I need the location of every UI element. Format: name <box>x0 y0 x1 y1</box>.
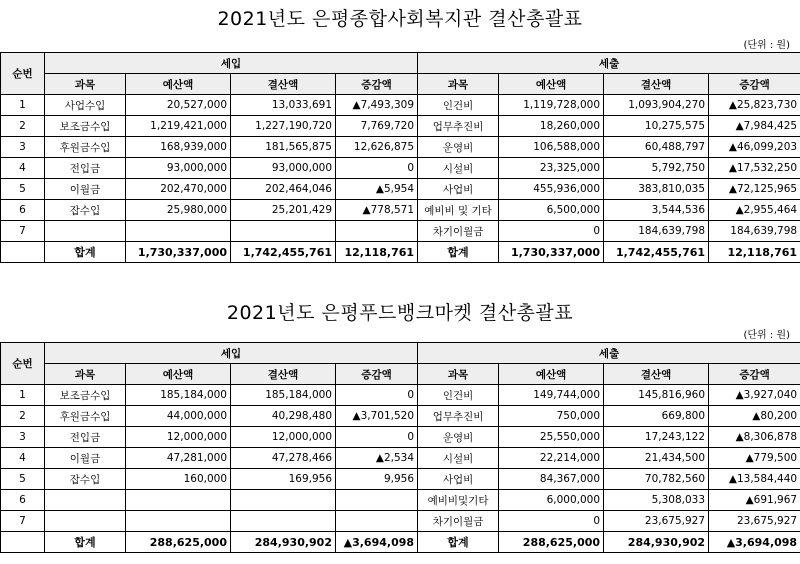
table-cell: 181,565,875 <box>231 137 336 158</box>
table-cell: 예비비 및 기타 <box>418 200 499 221</box>
total-cell: 합계 <box>418 242 499 263</box>
table-cell: 13,033,691 <box>231 95 336 116</box>
total-cell: 1,742,455,761 <box>604 242 709 263</box>
table-row <box>1 448 800 469</box>
table-cell: 202,470,000 <box>126 179 231 200</box>
table-cell: ▲779,500 <box>709 448 800 469</box>
total-cell: 284,930,902 <box>231 532 336 553</box>
table-cell: 12,626,875 <box>336 137 418 158</box>
table-cell: ▲5,954 <box>336 179 418 200</box>
total-cell: 284,930,902 <box>604 532 709 553</box>
table-cell: 93,000,000 <box>231 158 336 179</box>
table-2-title: 2021년도 은평푸드뱅크마켓 결산총괄표 <box>226 302 574 324</box>
table-cell: 168,939,000 <box>126 137 231 158</box>
table-cell: ▲3,701,520 <box>336 406 418 427</box>
table-cell: 44,000,000 <box>126 406 231 427</box>
table-cell: 1,093,904,270 <box>604 95 709 116</box>
table-cell: 750,000 <box>499 406 604 427</box>
table-cell: 보조금수입 <box>45 116 126 137</box>
table-cell: 6 <box>1 200 45 221</box>
table-cell: 시설비 <box>418 448 499 469</box>
total-row <box>1 532 800 553</box>
column-header: 증감액 <box>709 74 800 95</box>
table-cell: ▲778,571 <box>336 200 418 221</box>
table-cell: 0 <box>336 158 418 179</box>
table-row <box>1 200 800 221</box>
table-cell: 후원금수입 <box>45 137 126 158</box>
table-cell <box>336 490 418 511</box>
table-cell: 5,792,750 <box>604 158 709 179</box>
table-cell: 185,184,000 <box>231 385 336 406</box>
table-cell: 5 <box>1 469 45 490</box>
table-cell: 25,550,000 <box>499 427 604 448</box>
table-cell <box>45 511 126 532</box>
table-cell: 3 <box>1 137 45 158</box>
table-cell: 93,000,000 <box>126 158 231 179</box>
table-cell: 23,675,927 <box>604 511 709 532</box>
table-cell: 185,184,000 <box>126 385 231 406</box>
total-cell: 합계 <box>418 532 499 553</box>
table-cell: 6,500,000 <box>499 200 604 221</box>
total-cell: 288,625,000 <box>499 532 604 553</box>
table-cell: 149,744,000 <box>499 385 604 406</box>
table-cell: 잡수입 <box>45 469 126 490</box>
table-cell: 전입금 <box>45 158 126 179</box>
unit-label-1: (단위 : 원) <box>743 40 790 51</box>
income-header: 세입 <box>45 343 418 364</box>
table-cell <box>126 490 231 511</box>
table-cell: 22,214,000 <box>499 448 604 469</box>
table-cell: 보조금수입 <box>45 385 126 406</box>
total-cell: ▲3,694,098 <box>336 532 418 553</box>
table-cell: 12,000,000 <box>126 427 231 448</box>
table-cell: 40,298,480 <box>231 406 336 427</box>
table-cell: ▲8,306,878 <box>709 427 800 448</box>
column-header: 예산액 <box>499 74 604 95</box>
table-cell <box>45 221 126 242</box>
table-cell: 0 <box>499 511 604 532</box>
unit-label-2: (단위 : 원) <box>743 330 790 341</box>
column-header: 과목 <box>418 364 499 385</box>
table-cell: 시설비 <box>418 158 499 179</box>
table-cell: 1,227,190,720 <box>231 116 336 137</box>
table-cell: 169,956 <box>231 469 336 490</box>
table-cell: 2 <box>1 116 45 137</box>
table-cell: 23,675,927 <box>709 511 800 532</box>
table-cell <box>231 221 336 242</box>
table-cell: 후원금수입 <box>45 406 126 427</box>
table-cell <box>126 221 231 242</box>
table-cell: 21,434,500 <box>604 448 709 469</box>
table-cell: 사업비 <box>418 179 499 200</box>
table-cell: 1 <box>1 95 45 116</box>
table-cell: ▲13,584,440 <box>709 469 800 490</box>
table-cell: 0 <box>336 385 418 406</box>
table-row <box>1 427 800 448</box>
total-row <box>1 242 800 263</box>
table-cell: 2 <box>1 406 45 427</box>
seq-header: 순번 <box>1 343 45 385</box>
table-cell <box>336 511 418 532</box>
total-cell: 12,118,761 <box>709 242 800 263</box>
table-cell: 106,588,000 <box>499 137 604 158</box>
total-cell: 1,730,337,000 <box>126 242 231 263</box>
table-cell: 3 <box>1 427 45 448</box>
table-cell: 6 <box>1 490 45 511</box>
table-row <box>1 221 800 242</box>
table-row <box>1 158 800 179</box>
table-cell: ▲2,955,464 <box>709 200 800 221</box>
table-cell: 업무추진비 <box>418 116 499 137</box>
settlement-table-1 <box>0 52 800 263</box>
table-cell: 차기이월금 <box>418 511 499 532</box>
table-cell: 70,782,560 <box>604 469 709 490</box>
table-cell: 업무추진비 <box>418 406 499 427</box>
table-cell: 3,544,536 <box>604 200 709 221</box>
table-row <box>1 511 800 532</box>
total-cell: 12,118,761 <box>336 242 418 263</box>
seq-header: 순번 <box>1 53 45 95</box>
table-cell: 145,816,960 <box>604 385 709 406</box>
table-cell: 184,639,798 <box>604 221 709 242</box>
column-header: 예산액 <box>126 364 231 385</box>
table-cell: 10,275,575 <box>604 116 709 137</box>
expense-header: 세출 <box>418 343 800 364</box>
table-cell: 669,800 <box>604 406 709 427</box>
table-cell: 5 <box>1 179 45 200</box>
column-header: 증감액 <box>336 364 418 385</box>
table-cell: 25,201,429 <box>231 200 336 221</box>
column-header: 과목 <box>45 74 126 95</box>
table-cell: 23,325,000 <box>499 158 604 179</box>
table-cell <box>126 511 231 532</box>
table-cell: 0 <box>499 221 604 242</box>
column-header: 과목 <box>45 364 126 385</box>
total-seq-cell <box>1 532 45 553</box>
table-cell: 운영비 <box>418 427 499 448</box>
column-header: 증감액 <box>336 74 418 95</box>
table-row <box>1 406 800 427</box>
total-cell: 합계 <box>45 242 126 263</box>
table-cell: 7,769,720 <box>336 116 418 137</box>
table-cell: 12,000,000 <box>231 427 336 448</box>
table-cell: 383,810,035 <box>604 179 709 200</box>
column-header: 과목 <box>418 74 499 95</box>
table-cell: 7 <box>1 221 45 242</box>
column-header: 결산액 <box>604 364 709 385</box>
table-cell: 차기이월금 <box>418 221 499 242</box>
table-cell: ▲17,532,250 <box>709 158 800 179</box>
table-cell: 전입금 <box>45 427 126 448</box>
table-cell: 20,527,000 <box>126 95 231 116</box>
table-cell: 4 <box>1 158 45 179</box>
column-header: 결산액 <box>231 74 336 95</box>
total-cell: 288,625,000 <box>126 532 231 553</box>
total-cell: ▲3,694,098 <box>709 532 800 553</box>
table-cell: 60,488,797 <box>604 137 709 158</box>
table-row <box>1 95 800 116</box>
table-cell: ▲7,984,425 <box>709 116 800 137</box>
table-cell: 사업비 <box>418 469 499 490</box>
table-cell: ▲691,967 <box>709 490 800 511</box>
total-cell: 1,742,455,761 <box>231 242 336 263</box>
table-cell <box>231 511 336 532</box>
column-header: 결산액 <box>231 364 336 385</box>
table-cell: 184,639,798 <box>709 221 800 242</box>
table-cell: 5,308,033 <box>604 490 709 511</box>
table-cell: 사업수입 <box>45 95 126 116</box>
table-cell: 운영비 <box>418 137 499 158</box>
table-cell: 1,119,728,000 <box>499 95 604 116</box>
income-header: 세입 <box>45 53 418 74</box>
table-cell: 7 <box>1 511 45 532</box>
table-cell <box>336 221 418 242</box>
table-cell: 이월금 <box>45 179 126 200</box>
table-row <box>1 116 800 137</box>
total-cell: 1,730,337,000 <box>499 242 604 263</box>
column-header: 증감액 <box>709 364 800 385</box>
table-cell <box>45 490 126 511</box>
table-cell: ▲25,823,730 <box>709 95 800 116</box>
total-seq-cell <box>1 242 45 263</box>
column-header: 예산액 <box>499 364 604 385</box>
table-cell: ▲80,200 <box>709 406 800 427</box>
table-cell: 인건비 <box>418 95 499 116</box>
table-cell: 1,219,421,000 <box>126 116 231 137</box>
table-cell <box>231 490 336 511</box>
table-cell: ▲7,493,309 <box>336 95 418 116</box>
table-cell: 4 <box>1 448 45 469</box>
table-row <box>1 179 800 200</box>
table-1-title: 2021년도 은평종합사회복지관 결산총괄표 <box>217 8 583 30</box>
expense-header: 세출 <box>418 53 800 74</box>
table-cell: 84,367,000 <box>499 469 604 490</box>
table-cell: 예비비및기타 <box>418 490 499 511</box>
table-cell: 1 <box>1 385 45 406</box>
table-cell: ▲3,927,040 <box>709 385 800 406</box>
table-cell: 47,278,466 <box>231 448 336 469</box>
table-cell: 47,281,000 <box>126 448 231 469</box>
settlement-table-2 <box>0 342 800 553</box>
table-row <box>1 385 800 406</box>
table-row <box>1 137 800 158</box>
column-header: 예산액 <box>126 74 231 95</box>
table-cell: ▲72,125,965 <box>709 179 800 200</box>
table-cell: 9,956 <box>336 469 418 490</box>
table-cell: ▲2,534 <box>336 448 418 469</box>
table-cell: 인건비 <box>418 385 499 406</box>
table-cell: 18,260,000 <box>499 116 604 137</box>
table-cell: 25,980,000 <box>126 200 231 221</box>
table-cell: 160,000 <box>126 469 231 490</box>
total-cell: 합계 <box>45 532 126 553</box>
table-cell: 0 <box>336 427 418 448</box>
table-cell: 이월금 <box>45 448 126 469</box>
table-cell: 6,000,000 <box>499 490 604 511</box>
column-header: 결산액 <box>604 74 709 95</box>
table-cell: ▲46,099,203 <box>709 137 800 158</box>
table-row <box>1 469 800 490</box>
table-cell: 202,464,046 <box>231 179 336 200</box>
table-cell: 455,936,000 <box>499 179 604 200</box>
table-cell: 잡수입 <box>45 200 126 221</box>
table-row <box>1 490 800 511</box>
table-cell: 17,243,122 <box>604 427 709 448</box>
